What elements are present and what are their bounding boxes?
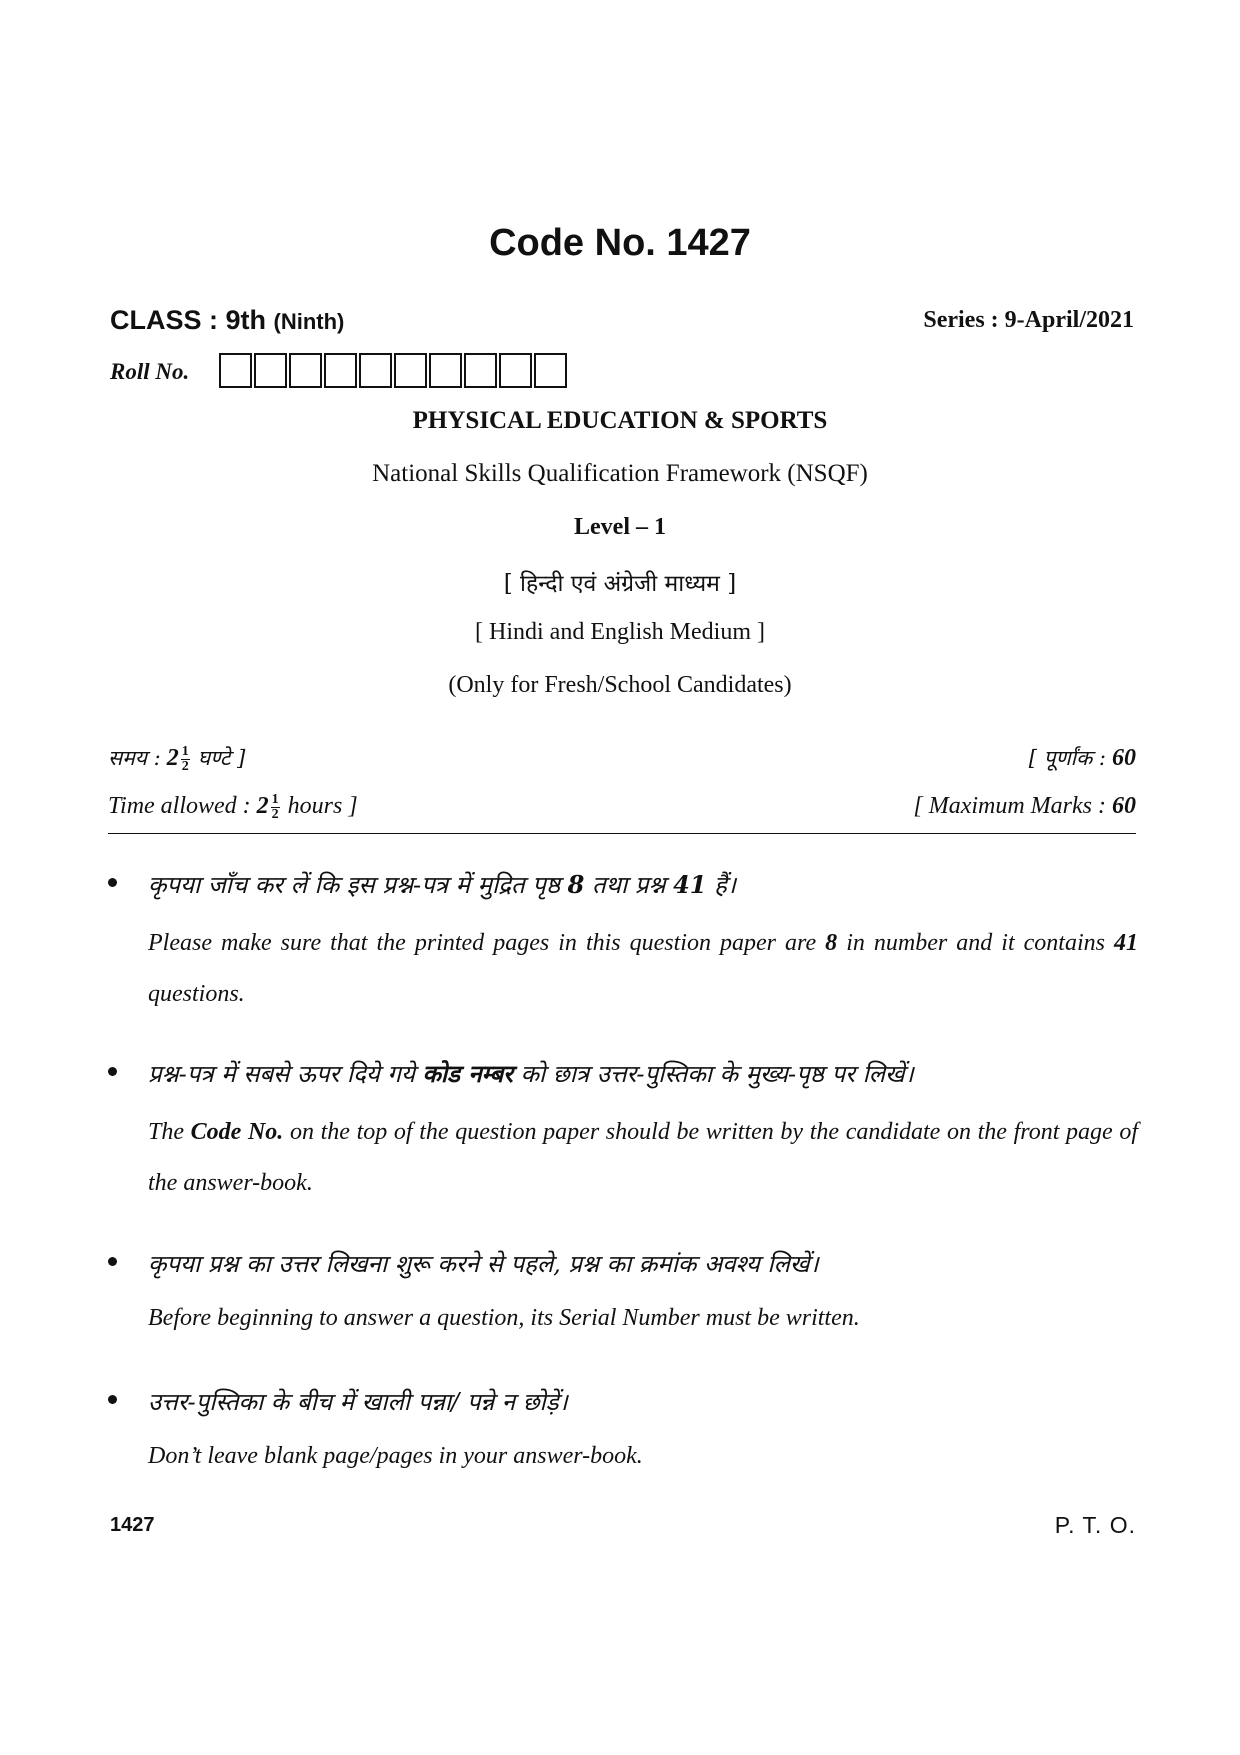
roll-box bbox=[429, 353, 462, 388]
footer-code-number: 1427 bbox=[110, 1514, 155, 1536]
instruction-english: The Code No. on the top of the question paper should be written by the candidate on the front page of the answer-book. bbox=[148, 1119, 1139, 1196]
time-hindi-value: 2 bbox=[166, 745, 179, 771]
roll-box bbox=[464, 353, 497, 388]
time-marks-english bbox=[108, 793, 1136, 822]
roll-box bbox=[289, 353, 322, 388]
half-fraction: $\frac{1}{2}$ bbox=[181, 743, 189, 774]
marks-english-value: 60 bbox=[1112, 793, 1136, 819]
please-turn-over: P. T. O. bbox=[1054, 1512, 1136, 1538]
marks-english-label: [ Maximum Marks : bbox=[913, 793, 1106, 819]
instruction-hindi: प्रश्न-पत्र में सबसे ऊपर दिये गये कोड नम्बर को छात्र उत्तर-पुस्तिका के मुख्य-पृष्ठ पर लिखें। bbox=[148, 1059, 914, 1088]
bullet-icon bbox=[108, 1257, 117, 1266]
candidates-line: (Only for Fresh/School Candidates) bbox=[448, 672, 792, 698]
medium-english: [ Hindi and English Medium ] bbox=[475, 619, 765, 645]
marks-english bbox=[913, 793, 1136, 822]
instruction-item bbox=[108, 1057, 1139, 1196]
instruction-item bbox=[108, 868, 1139, 1007]
instruction-english: Don’t leave blank page/pages in your answer-book. bbox=[148, 1443, 643, 1469]
class-sub-text: (Ninth) bbox=[273, 309, 345, 334]
time-marks-hindi bbox=[108, 744, 1136, 774]
instruction-hindi: कृपया जाँच कर लें कि इस प्रश्न-पत्र में मुद्रित पृष्ठ 8 तथा प्रश्न 41 हैं। bbox=[148, 870, 736, 899]
roll-box bbox=[254, 353, 287, 388]
class-text: CLASS : 9th bbox=[110, 305, 267, 335]
time-english-unit: hours ] bbox=[287, 793, 358, 820]
marks-hindi bbox=[1029, 744, 1136, 774]
time-english-value: 2 bbox=[256, 793, 269, 820]
roll-box bbox=[499, 353, 532, 388]
half-fraction: $\frac{1}{2}$ bbox=[271, 792, 279, 822]
instruction-hindi: उत्तर-पुस्तिका के बीच में खाली पन्ना/ पन्ने न छोड़ें। bbox=[148, 1388, 568, 1416]
series-label: Series : 9-April/2021 bbox=[923, 307, 1134, 333]
roll-box bbox=[394, 353, 427, 388]
bullet-icon bbox=[108, 1067, 117, 1076]
instruction-item bbox=[108, 1247, 1138, 1331]
time-hindi-unit: घण्टे ] bbox=[197, 746, 246, 770]
framework-line: National Skills Qualification Framework (NSQF) bbox=[372, 460, 868, 487]
roll-number-boxes bbox=[219, 353, 569, 388]
instruction-english: Please make sure that the printed pages in this question paper are 8 in number and it contains 41 questions. bbox=[148, 930, 1139, 1007]
marks-hindi-value: 60 bbox=[1112, 745, 1136, 771]
level-line: Level – 1 bbox=[574, 514, 666, 540]
divider-rule bbox=[108, 833, 1136, 834]
roll-box bbox=[324, 353, 357, 388]
time-hindi-label: समय : bbox=[108, 746, 161, 770]
roll-number-label: Roll No. bbox=[110, 359, 190, 384]
medium-hindi: [ हिन्दी एवं अंग्रेजी माध्यम ] bbox=[503, 571, 737, 597]
marks-hindi-label: [ पूर्णांक : bbox=[1028, 746, 1106, 770]
roll-box bbox=[359, 353, 392, 388]
time-english bbox=[108, 793, 358, 822]
class-label bbox=[110, 305, 344, 336]
time-hindi bbox=[108, 744, 245, 774]
instruction-hindi: कृपया प्रश्न का उत्तर लिखना शुरू करने से पहले, प्रश्न का क्रमांक अवश्य लिखें। bbox=[148, 1250, 819, 1278]
roll-box bbox=[219, 353, 252, 388]
bullet-icon bbox=[108, 878, 117, 887]
instruction-item bbox=[108, 1385, 1138, 1469]
instruction-english: Before beginning to answer a question, its Serial Number must be written. bbox=[148, 1305, 860, 1331]
roll-box bbox=[534, 353, 567, 388]
subject-title: PHYSICAL EDUCATION & SPORTS bbox=[412, 407, 828, 434]
time-english-label: Time allowed : bbox=[108, 793, 251, 820]
code-number-title: Code No. 1427 bbox=[489, 222, 751, 264]
bullet-icon bbox=[108, 1395, 117, 1404]
